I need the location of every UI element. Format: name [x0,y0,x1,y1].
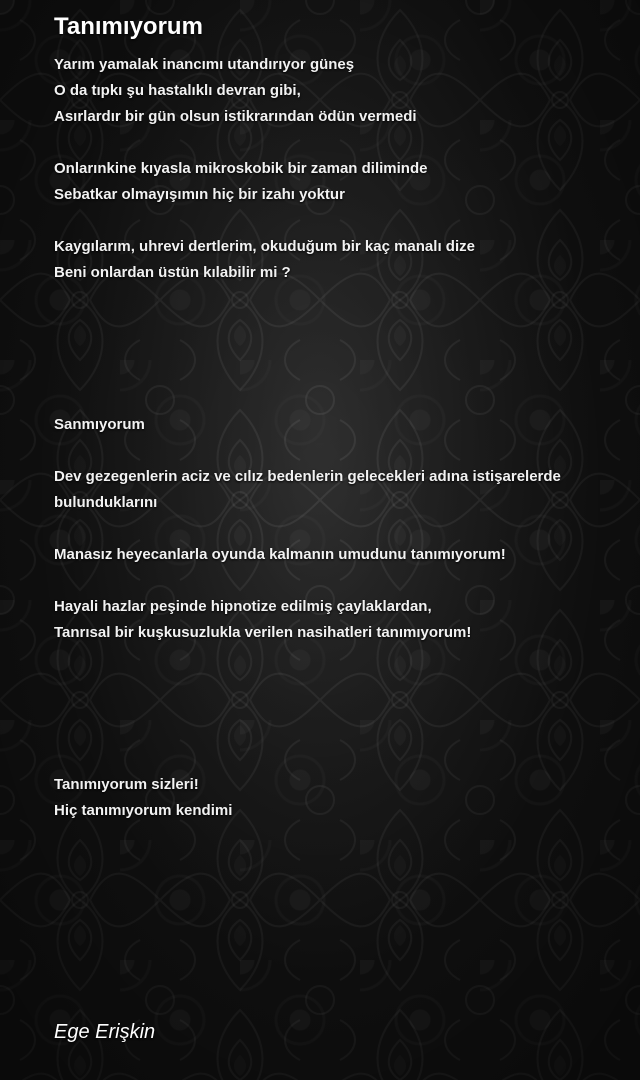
poem-line: Sanmıyorum [54,416,145,433]
poem-line: Onlarınkine kıyasla mikroskobik bir zaman diliminde [54,160,428,177]
stanza-8 [54,772,614,824]
poem-title: Tanımıyorum [54,13,203,40]
poem-line: Hiç tanımıyorum kendimi [54,802,233,819]
poem-line: Sebatkar olmayışımın hiç bir izahı yoktur [54,186,345,203]
poem-line: Manasız heyecanlarla oyunda kalmanın umudunu tanımıyorum! [54,546,506,563]
poem-line: Tanrısal bir kuşkusuzlukla verilen nasihatleri tanımıyorum! [54,624,472,641]
stanza-4 [54,412,614,438]
poem-line: bulunduklarını [54,494,158,511]
stanza-5 [54,464,614,516]
poem-line: O da tıpkı şu hastalıklı devran gibi, [54,82,301,99]
stanza-7 [54,594,614,646]
poem-line: Hayali hazlar peşinde hipnotize edilmiş çaylaklardan, [54,598,432,615]
poem-line: Asırlardır bir gün olsun istikrarından ödün vermedi [54,108,417,125]
poem-line: Dev gezegenlerin aciz ve cılız bedenlerin gelecekleri adına istişarelerde [54,468,561,485]
poem-line: Beni onlardan üstün kılabilir mi ? [54,264,291,281]
poem-line: Yarım yamalak inancımı utandırıyor güneş [54,56,355,73]
poem-line: Tanımıyorum sizleri! [54,776,199,793]
stanza-6 [54,542,614,568]
poem-author: Ege Erişkin [54,1021,156,1043]
stanza-3 [54,234,614,286]
stanza-2 [54,156,614,208]
poem-line: Kaygılarım, uhrevi dertlerim, okuduğum bir kaç manalı dize [54,238,475,255]
stanza-1 [54,52,614,130]
